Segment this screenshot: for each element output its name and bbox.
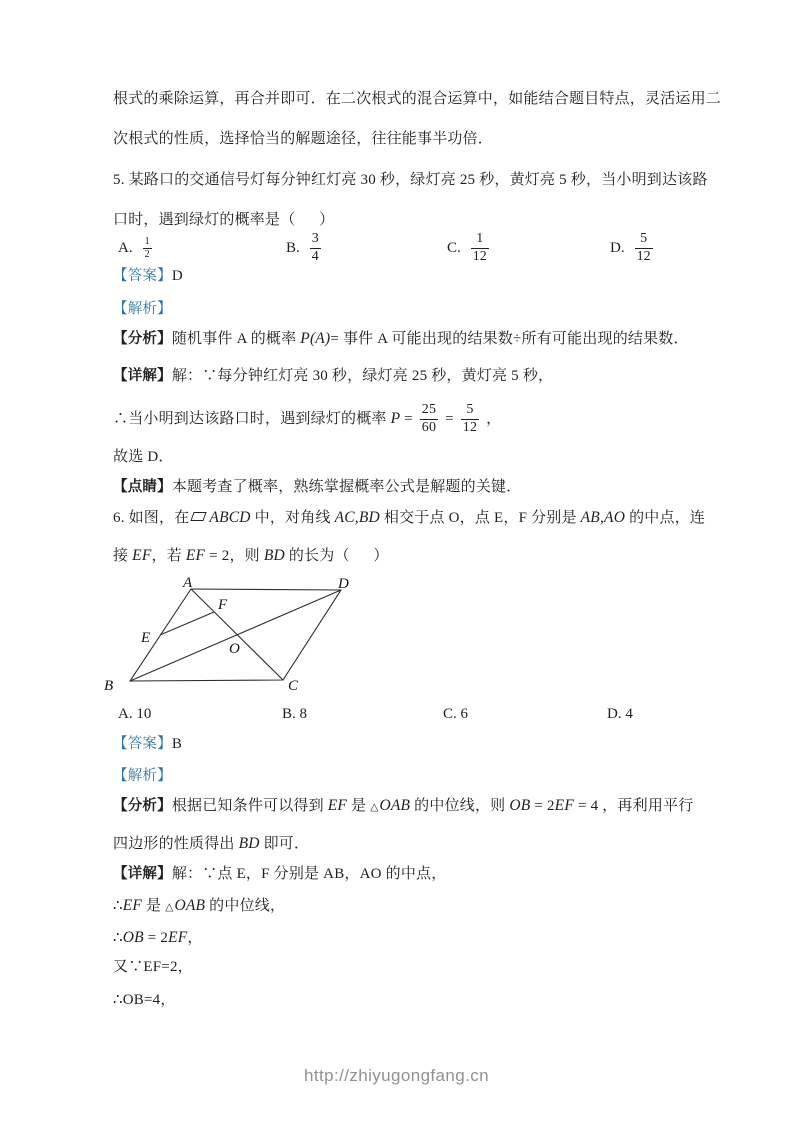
text-segment: = 4 ，再利用平行 bbox=[574, 798, 694, 814]
bracket-tag: 【答案】 bbox=[113, 736, 172, 752]
fraction bbox=[471, 231, 489, 266]
text-segment: ∴OB=4， bbox=[113, 992, 176, 1008]
text-segment: = bbox=[400, 411, 417, 427]
fraction-denominator: 12 bbox=[462, 419, 478, 435]
text-segment: A. 10 bbox=[118, 705, 152, 722]
text-segment: = 2 bbox=[143, 930, 169, 946]
text-segment: ∴ bbox=[113, 898, 123, 914]
math-expression: OB bbox=[509, 797, 531, 814]
figure-label-a: A bbox=[183, 576, 193, 591]
text-segment: 解：∵点 E，F 分别是 AB，AO 的中点， bbox=[171, 866, 447, 882]
intro-text-line-2 bbox=[113, 129, 493, 149]
text-segment: ∴当小明到达该路口时，遇到绿灯的概率 bbox=[113, 411, 391, 427]
fraction bbox=[420, 402, 438, 437]
math-expression: BD bbox=[263, 547, 285, 564]
fraction bbox=[461, 402, 479, 437]
text-segment: 中，对角线 bbox=[250, 510, 335, 526]
math-expression: EF bbox=[132, 547, 152, 564]
q6-stem-line-1 bbox=[113, 508, 705, 528]
q5-dianjing-line bbox=[113, 477, 521, 497]
bracket-tag: 【答案】 bbox=[113, 268, 172, 284]
text-segment: 四边形的性质得出 bbox=[113, 836, 239, 852]
bracket-tag: 【解析】 bbox=[113, 301, 172, 317]
text-segment: ，若 bbox=[151, 548, 186, 564]
fraction bbox=[143, 236, 152, 261]
math-expression: EF bbox=[554, 797, 575, 814]
math-expression: EF bbox=[185, 547, 206, 564]
q6-xiangjie-line-2 bbox=[113, 896, 285, 917]
figure-label-f: F bbox=[218, 597, 228, 613]
math-expression: AC,BD bbox=[334, 509, 380, 526]
math-expression: P(A) bbox=[300, 330, 331, 347]
text-segment: 5. 某路口的交通信号灯每分钟红灯亮 30 秒，绿灯亮 25 秒，黄灯亮 5 秒，当小明到达该路 bbox=[113, 172, 708, 188]
fraction-denominator: 12 bbox=[636, 248, 651, 264]
fraction-numerator: 5 bbox=[466, 401, 474, 417]
triangle-icon: △ bbox=[165, 901, 174, 913]
math-expression: P bbox=[390, 410, 401, 427]
q5-xiangjie-line-1 bbox=[113, 366, 553, 386]
text-segment: C. 6 bbox=[443, 705, 469, 722]
parallelogram-figure bbox=[98, 576, 370, 706]
text-segment: 的中点，连 bbox=[625, 510, 706, 526]
math-expression: OAB bbox=[174, 897, 206, 914]
text-segment: 是 bbox=[347, 798, 371, 814]
fraction-numerator: 5 bbox=[640, 230, 648, 246]
q5-xiangjie-line-2 bbox=[113, 398, 501, 440]
q6-xiangjie-line-5 bbox=[113, 990, 176, 1010]
text-segment: B. bbox=[286, 239, 300, 256]
fraction-numerator: 3 bbox=[311, 230, 319, 246]
math-expression: AB,AO bbox=[580, 509, 626, 526]
math-expression: OB bbox=[122, 929, 144, 946]
q6-option-a bbox=[118, 704, 282, 724]
text-segment: 的中位线，则 bbox=[410, 798, 510, 814]
text-segment: 随机事件 A 的概率 bbox=[171, 331, 301, 347]
text-segment: = 2 bbox=[530, 798, 555, 814]
q6-xiangjie-line-1 bbox=[113, 864, 446, 884]
text-segment: C. bbox=[447, 239, 461, 256]
text-segment: 6. 如图，在 bbox=[113, 510, 190, 526]
fraction-numerator: 1 bbox=[144, 235, 150, 247]
text-segment: 根式的乘除运算，再合并即可．在二次根式的混合运算中，如能结合题目特点，灵活运用二 bbox=[113, 91, 722, 107]
bracket-tag: 【详解】 bbox=[113, 866, 172, 882]
q6-xiangjie-line-3 bbox=[113, 928, 203, 948]
text-segment: 是 bbox=[142, 898, 166, 914]
figure-label-c: C bbox=[288, 678, 299, 694]
text-segment: ， bbox=[187, 930, 203, 946]
q5-option-d bbox=[610, 226, 688, 270]
fraction bbox=[310, 231, 321, 266]
q6-jiexi-line bbox=[113, 766, 172, 786]
q5-answer-line bbox=[113, 266, 183, 286]
fraction-numerator: 1 bbox=[476, 230, 484, 246]
figure-label-b: B bbox=[104, 678, 114, 694]
triangle-icon: △ bbox=[370, 801, 379, 813]
text-segment: 接 bbox=[113, 548, 133, 564]
figure-label-e: E bbox=[141, 630, 151, 646]
q5-option-c bbox=[447, 226, 610, 270]
fraction-denominator: 2 bbox=[144, 248, 150, 260]
bracket-tag: 【解析】 bbox=[113, 768, 172, 784]
footer-url: http://zhiyugongfang.cn bbox=[304, 1066, 489, 1085]
fraction bbox=[635, 231, 653, 266]
q6-xiangjie-line-4 bbox=[113, 957, 193, 977]
math-expression: EF bbox=[168, 929, 188, 946]
q6-stem-line-2 bbox=[113, 546, 389, 566]
diagonal-bd bbox=[130, 590, 341, 681]
text-segment: ∴ bbox=[113, 930, 123, 946]
q6-options-row bbox=[118, 704, 688, 724]
q5-options-row bbox=[118, 226, 688, 270]
text-segment: 即可． bbox=[259, 836, 310, 852]
q6-fenxi-line-1 bbox=[113, 796, 693, 817]
text-segment: = bbox=[441, 411, 458, 427]
bracket-tag: 【详解】 bbox=[113, 368, 172, 384]
text-segment: 根据已知条件可以得到 bbox=[171, 798, 328, 814]
text-segment: 故选 D． bbox=[113, 449, 174, 465]
bracket-tag: 【分析】 bbox=[113, 798, 172, 814]
text-segment: D. bbox=[610, 239, 625, 256]
figure-label-d: D bbox=[338, 576, 349, 592]
text-segment: D. 4 bbox=[607, 705, 633, 722]
q5-jiexi-line bbox=[113, 299, 172, 319]
text-segment: 的中位线， bbox=[205, 898, 286, 914]
fraction-denominator: 4 bbox=[311, 248, 319, 264]
bracket-tag: 【点睛】 bbox=[113, 479, 172, 495]
q6-option-b bbox=[282, 704, 443, 724]
math-expression: EF bbox=[327, 797, 348, 814]
text-segment: ， bbox=[482, 411, 502, 427]
text-segment: 解：∵每分钟红灯亮 30 秒，绿灯亮 25 秒，黄灯亮 5 秒， bbox=[171, 368, 554, 384]
math-expression: BD bbox=[238, 835, 260, 852]
text-segment: B. 8 bbox=[282, 705, 308, 722]
fraction-denominator: 60 bbox=[421, 419, 437, 435]
text-segment: A. bbox=[118, 239, 133, 256]
q6-option-c bbox=[443, 704, 607, 724]
text-segment: 次根式的性质，选择恰当的解题途径，往往能事半功倍． bbox=[113, 131, 494, 147]
q5-option-a bbox=[118, 226, 286, 270]
bracket-tag: 【分析】 bbox=[113, 331, 172, 347]
q6-option-d bbox=[607, 704, 688, 724]
figure-label-o: O bbox=[229, 641, 240, 657]
q5-fenxi-line bbox=[113, 329, 689, 349]
text-segment: 的长为（ ） bbox=[284, 548, 389, 564]
math-expression: EF bbox=[122, 897, 143, 914]
math-expression: ABCD bbox=[209, 509, 251, 526]
q6-answer-line bbox=[113, 734, 182, 754]
text-segment: 相交于点 O，点 E，F 分别是 bbox=[379, 510, 581, 526]
fraction-numerator: 25 bbox=[421, 401, 437, 417]
text-segment: 本题考查了概率，熟练掌握概率公式是解题的关键． bbox=[171, 479, 522, 495]
fraction-denominator: 12 bbox=[472, 248, 487, 264]
q5-conclusion-line bbox=[113, 447, 174, 467]
text-segment: B bbox=[171, 736, 183, 752]
text-segment: = 事件 A 可能出现的结果数÷所有可能出现的结果数． bbox=[330, 331, 689, 347]
intro-text-line-1 bbox=[113, 89, 721, 109]
q5-option-b bbox=[286, 226, 447, 270]
q6-fenxi-line-2 bbox=[113, 834, 309, 854]
math-expression: OAB bbox=[379, 797, 411, 814]
text-segment: 又∵EF=2， bbox=[113, 959, 193, 975]
text-segment: D bbox=[171, 268, 183, 284]
q5-stem-line-1 bbox=[113, 170, 708, 190]
text-segment: 口时，遇到绿灯的概率是（ ） bbox=[113, 212, 335, 228]
text-segment: = 2，则 bbox=[205, 548, 264, 564]
parallelogram-icon bbox=[191, 512, 207, 521]
